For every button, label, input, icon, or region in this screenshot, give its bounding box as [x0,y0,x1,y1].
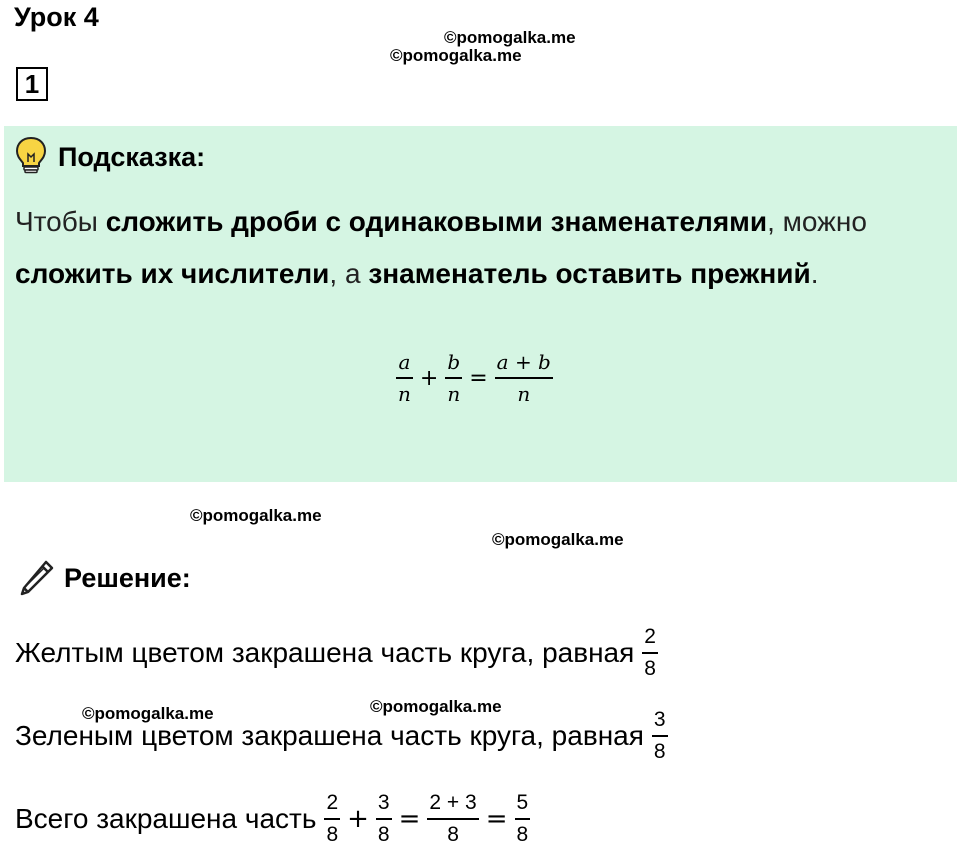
fraction [642,625,658,681]
numerator: b [447,350,461,374]
solution-text: Всего закрашена часть [15,803,317,834]
hint-rule-text [15,196,915,300]
hint-header [14,136,205,179]
fraction [515,791,531,847]
fraction [324,791,340,847]
solution-line-total [15,791,533,847]
hint-formula [393,350,556,406]
watermark: ©pomogalka.me [190,506,322,525]
hint-text-part: , можно [767,206,867,237]
hint-bold-part: знаменатель оставить прежний [368,258,811,289]
denominator: 8 [447,823,459,846]
hint-bold-part: сложить их числители [15,258,330,289]
numerator: a + b [496,350,551,374]
numerator: 5 [516,791,529,814]
denominator: 8 [377,823,390,846]
plus-sign: + [419,365,439,391]
task-number: 1 [16,67,48,101]
hint-text-part: , а [329,258,369,289]
pencil-icon [16,556,56,601]
numerator: 2 [326,791,339,814]
watermark: ©pomogalka.me [444,28,576,47]
watermark: ©pomogalka.me [390,46,522,65]
solution-header [16,556,191,601]
denominator: n [517,382,531,406]
solution-text: Зеленым цветом закрашена часть круга, равная [15,720,644,751]
denominator: 8 [516,823,529,846]
solution-line-yellow [15,625,661,681]
hint-text-part: Чтобы [15,206,106,237]
denominator: n [398,382,411,406]
hint-text-part: . [810,258,819,289]
fraction [427,791,478,847]
denominator: 8 [653,740,666,763]
numerator: 2 + 3 [429,791,477,814]
denominator: n [447,382,461,406]
fraction-a-over-n [396,350,413,406]
plus-sign: + [347,804,369,834]
watermark: ©pomogalka.me [82,704,214,723]
equals-sign: = [485,804,508,834]
numerator: 3 [377,791,390,814]
watermark: ©pomogalka.me [492,530,624,549]
denominator: 8 [326,823,339,846]
numerator: 2 [644,625,656,648]
page-title: Урок 4 [14,2,99,32]
lightbulb-icon [14,136,48,179]
numerator: a [398,350,411,374]
fraction-sum-over-n [495,350,553,406]
hint-title: Подсказка: [58,142,206,172]
denominator: 8 [644,657,656,680]
hint-bold-part: сложить дроби с одинаковыми знаменателями [105,206,768,237]
fraction [376,791,392,847]
equals-sign: = [398,804,421,834]
watermark: ©pomogalka.me [370,697,502,716]
hint-panel [4,126,957,482]
equals-sign: = [469,365,488,391]
numerator: 3 [653,708,666,731]
solution-text: Желтым цветом закрашена часть круга, равная [15,637,635,668]
solution-line-green [15,708,671,764]
solution-title: Решение: [64,563,191,593]
fraction [652,708,668,764]
fraction-b-over-n [445,350,462,406]
